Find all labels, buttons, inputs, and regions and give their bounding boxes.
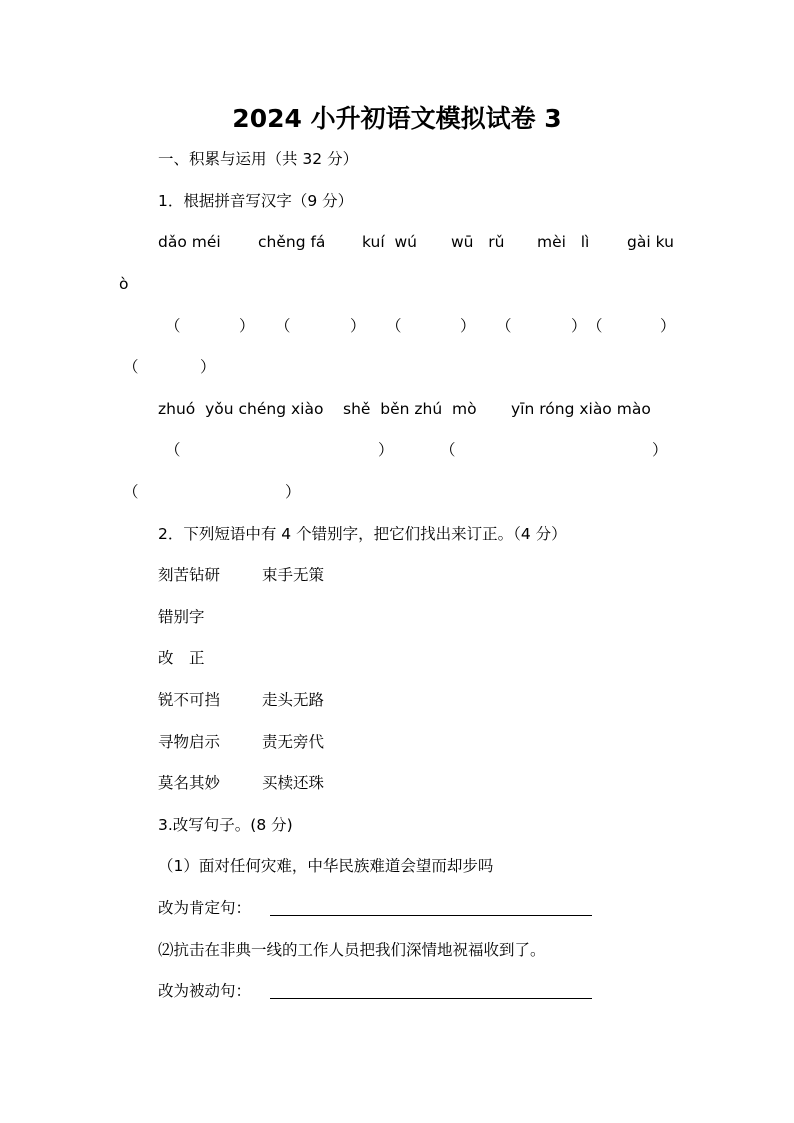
paren-close: ） [571,317,587,335]
paren-open: （ [386,317,402,335]
pinyin-item: shě běn zhú mò [343,400,477,418]
paren-open: （ [275,317,291,335]
paren-close: ） [378,441,394,459]
paren-open: （ [123,483,139,501]
paren-close: ） [239,317,255,335]
paren-close: ） [460,317,476,335]
sentence-2: ⑵抗击在非典一线的工作人员把我们深情地祝福收到了。 [158,941,546,959]
paren-open: （ [587,317,603,335]
pinyin-wrap: ò [119,275,129,293]
phrase-item: 走头无路 [262,691,325,709]
wrong-char-label: 错别字 [158,608,205,626]
paren-close: ） [285,483,301,501]
pinyin-item: zhuó yǒu chéng xiào [158,400,324,418]
phrase-item: 责无旁代 [262,733,325,751]
pinyin-item: yīn róng xiào mào [511,400,651,418]
phrase-item: 锐不可挡 [158,691,221,709]
sentence-1: （1）面对任何灾难，中华民族难道会望而却步吗 [158,857,494,875]
answer-line[interactable] [270,915,592,916]
paren-close: ） [660,317,676,335]
section-heading: 一、积累与运用（共 32 分） [158,150,359,168]
correction-label: 改 正 [158,649,205,667]
paren-close: ） [652,441,668,459]
phrase-item: 束手无策 [262,566,325,584]
pinyin-item: gài ku [627,233,674,251]
paren-open: （ [440,441,456,459]
phrase-item: 莫名其妙 [158,774,221,792]
pinyin-item: wū rǔ [451,233,505,251]
phrase-item: 刻苦钻研 [158,566,221,584]
task-1-label: 改为肯定句： [158,899,252,917]
answer-line[interactable] [270,998,592,999]
question-3-heading: 3.改写句子。(8 分) [158,816,293,834]
paren-open: （ [496,317,512,335]
phrase-item: 买椟还珠 [262,774,325,792]
phrase-item: 寻物启示 [158,733,221,751]
paren-close: ） [350,317,366,335]
question-1-heading: 1．根据拼音写汉字（9 分） [158,192,354,210]
paren-close: ） [200,358,216,376]
pinyin-item: mèi lì [537,233,590,251]
question-2-heading: 2．下列短语中有 4 个错别字，把它们找出来订正。（4 分） [158,525,567,543]
pinyin-item: chěng fá [258,233,326,251]
paren-open: （ [165,441,181,459]
task-2-label: 改为被动句： [158,982,252,1000]
pinyin-item: dǎo méi [158,233,221,251]
paren-open: （ [123,358,139,376]
page-title: 2024 小升初语文模拟试卷 3 [232,104,562,133]
pinyin-item: kuí wú [362,233,417,251]
paren-open: （ [165,317,181,335]
